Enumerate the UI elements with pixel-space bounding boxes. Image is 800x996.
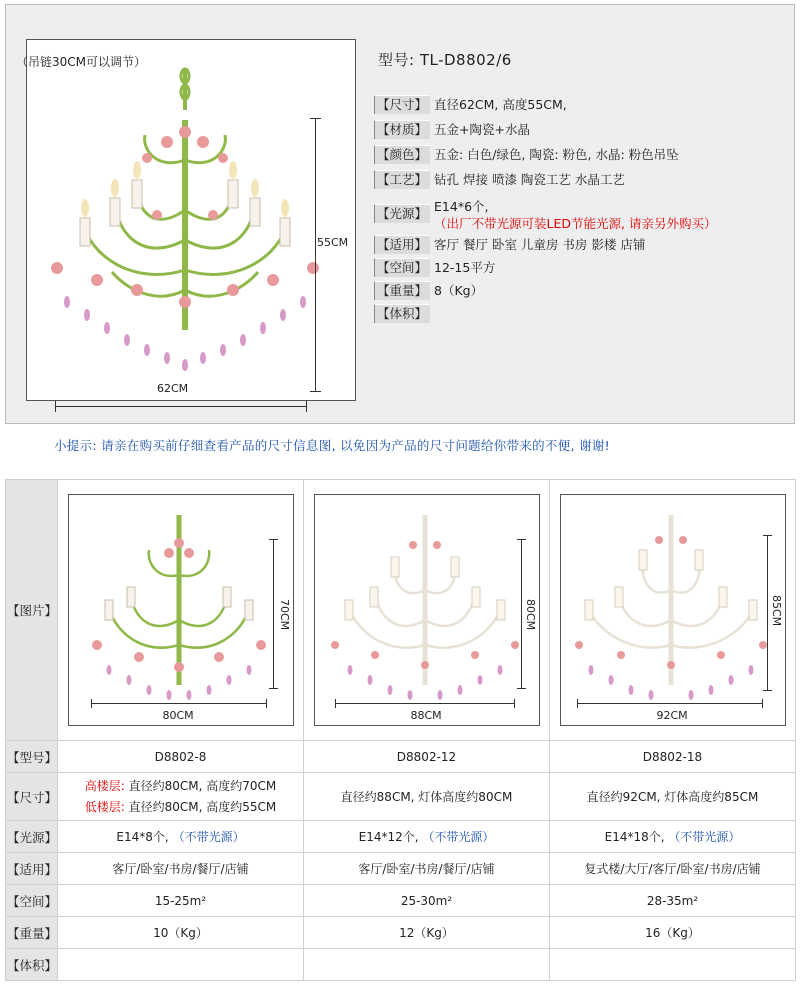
main-product-photo (26, 39, 356, 401)
spec-value: 8（Kg） (434, 283, 484, 298)
spec-light-note: （出厂不带光源可装LED节能光源, 请亲另外购买） (434, 216, 717, 231)
size-low-value: 直径约80CM, 高度约55CM (128, 799, 277, 814)
height-dimension-line (767, 535, 768, 691)
size-cell (58, 773, 304, 821)
model-title: 型号: TL-D8802/6 (378, 51, 512, 69)
height-dimension-line (315, 118, 316, 392)
use-cell: 复式楼/大厅/客厅/卧室/书房/店铺 (550, 853, 796, 885)
row-header-size: 【尺寸】 (6, 773, 58, 821)
table-row-light (6, 821, 796, 853)
product-photo-8 (68, 494, 294, 726)
width-dimension-line (577, 703, 763, 704)
variant-comparison-table (5, 479, 796, 981)
table-row-size (6, 773, 796, 821)
volume-cell (58, 949, 304, 981)
row-header-model: 【型号】 (6, 741, 58, 773)
size-high-value: 直径约80CM, 高度约70CM (128, 778, 277, 793)
space-cell: 28-35m² (550, 885, 796, 917)
light-count: E14*18个, (604, 830, 665, 844)
size-notice: 小提示: 请亲在购买前仔细查看产品的尺寸信息图, 以免因为产品的尺寸问题给你带来的不便, 谢谢! (54, 438, 610, 453)
spec-row-volume (374, 304, 784, 323)
height-dimension-label: 80CM (523, 599, 537, 631)
light-count: E14*12个, (358, 830, 419, 844)
height-dimension-line (521, 539, 522, 689)
light-cell (304, 821, 550, 853)
table-row-space (6, 885, 796, 917)
spec-key: 【光源】 (374, 204, 430, 223)
row-header-space: 【空间】 (6, 885, 58, 917)
row-header-volume: 【体积】 (6, 949, 58, 981)
spec-row-material (374, 120, 784, 139)
model-cell: D8802-12 (304, 741, 550, 773)
spec-key: 【材质】 (374, 120, 430, 139)
product-image-cell-8 (58, 480, 304, 741)
spec-value: 五金: 白色/绿色, 陶瓷: 粉色, 水晶: 粉色吊坠 (434, 147, 679, 162)
chandelier-illustration-12 (315, 495, 541, 727)
spec-key: 【工艺】 (374, 170, 430, 189)
use-cell: 客厅/卧室/书房/餐厅/店铺 (58, 853, 304, 885)
spec-row-light (374, 197, 784, 231)
chandelier-illustration (27, 40, 357, 402)
space-cell: 25-30m² (304, 885, 550, 917)
width-dimension-label: 62CM (157, 382, 189, 395)
product-photo-18 (560, 494, 786, 726)
spec-value: 12-15平方 (434, 260, 496, 275)
spec-light-count: E14*6个, (434, 199, 489, 214)
height-dimension-line (273, 539, 274, 689)
product-image-cell-18 (550, 480, 796, 741)
spec-key: 【体积】 (374, 304, 430, 323)
table-row-model (6, 741, 796, 773)
spec-value: 五金+陶瓷+水晶 (434, 122, 530, 137)
size-high-floor (58, 776, 303, 797)
weight-cell: 16（Kg） (550, 917, 796, 949)
volume-cell (550, 949, 796, 981)
top-product-panel (5, 4, 795, 424)
table-row-weight (6, 917, 796, 949)
spec-key: 【尺寸】 (374, 95, 430, 114)
weight-cell: 10（Kg） (58, 917, 304, 949)
chain-adjust-note: （吊链30CM可以调节） (16, 55, 147, 69)
size-low-floor (58, 797, 303, 818)
size-cell: 直径约92CM, 灯体高度约85CM (550, 773, 796, 821)
width-dimension-line (335, 703, 515, 704)
spec-value: 直径62CM, 高度55CM, (434, 97, 567, 112)
table-row-volume (6, 949, 796, 981)
spec-list (374, 95, 784, 323)
weight-cell: 12（Kg） (304, 917, 550, 949)
spec-value: 客厅 餐厅 卧室 儿童房 书房 影楼 店铺 (434, 237, 646, 252)
light-note: （不带光源） (422, 830, 495, 844)
light-count: E14*8个, (116, 830, 169, 844)
light-note: （不带光源） (668, 830, 741, 844)
size-cell: 直径约88CM, 灯体高度约80CM (304, 773, 550, 821)
spec-row-weight (374, 281, 784, 300)
spec-row-space (374, 258, 784, 277)
spec-key: 【颜色】 (374, 145, 430, 164)
light-cell (58, 821, 304, 853)
spec-row-craft (374, 170, 784, 189)
height-dimension-label: 85CM (769, 595, 783, 627)
light-note: （不带光源） (172, 830, 245, 844)
width-dimension-label: 92CM (656, 709, 688, 722)
row-header-image: 【图片】 (6, 480, 58, 741)
width-dimension-line (55, 406, 307, 407)
chandelier-illustration-8 (69, 495, 295, 727)
size-high-label: 高楼层: (84, 778, 125, 793)
use-cell: 客厅/卧室/书房/餐厅/店铺 (304, 853, 550, 885)
chandelier-illustration-18 (561, 495, 787, 727)
height-dimension-label: 55CM (317, 236, 349, 249)
spec-row-use (374, 235, 784, 254)
spec-key: 【适用】 (374, 235, 430, 254)
height-dimension-label: 70CM (277, 599, 291, 631)
model-cell: D8802-18 (550, 741, 796, 773)
product-photo-12 (314, 494, 540, 726)
width-dimension-line (91, 703, 267, 704)
light-cell (550, 821, 796, 853)
spec-value (430, 197, 716, 231)
volume-cell (304, 949, 550, 981)
spec-value: 钻孔 焊接 喷漆 陶瓷工艺 水晶工艺 (434, 172, 625, 187)
spec-row-size (374, 95, 784, 114)
row-header-light: 【光源】 (6, 821, 58, 853)
row-header-use: 【适用】 (6, 853, 58, 885)
model-cell: D8802-8 (58, 741, 304, 773)
spec-row-color (374, 145, 784, 164)
product-image-cell-12 (304, 480, 550, 741)
spec-key: 【空间】 (374, 258, 430, 277)
width-dimension-label: 80CM (162, 709, 194, 722)
size-low-label: 低楼层: (84, 799, 125, 814)
table-row-image (6, 480, 796, 741)
space-cell: 15-25m² (58, 885, 304, 917)
row-header-weight: 【重量】 (6, 917, 58, 949)
table-row-use (6, 853, 796, 885)
spec-value (430, 304, 434, 323)
spec-key: 【重量】 (374, 281, 430, 300)
width-dimension-label: 88CM (410, 709, 442, 722)
